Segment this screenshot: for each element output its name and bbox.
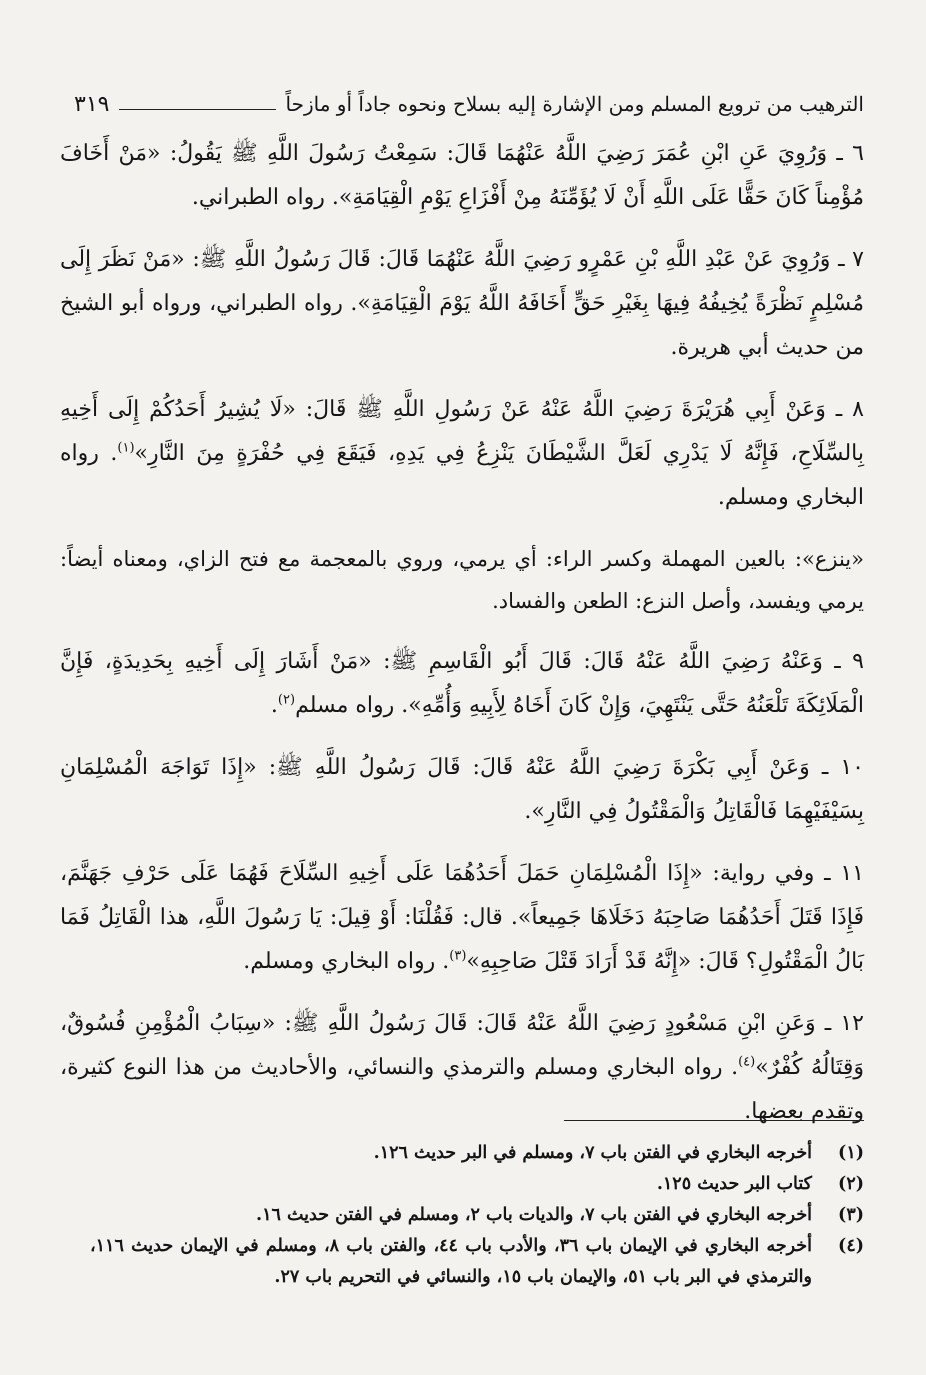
hadith-12	[60, 1002, 864, 1134]
hadith-9	[60, 640, 864, 728]
footnote-ref: (٢)	[277, 692, 296, 708]
hadith-7	[60, 238, 864, 370]
footnote-number: (٣)	[838, 1205, 864, 1225]
hadith-8	[60, 388, 864, 520]
footnote-text: أخرجه البخاري في الفتن باب ٧، ومسلم في البر حديث ١٢٦.	[373, 1143, 812, 1163]
header-title: الترهيب من ترويع المسلم ومن الإشارة إليه بسلاح ونحوه جاداً أو مازحاً	[285, 92, 864, 116]
hadith-source: .	[270, 693, 278, 718]
footnote-number: (١)	[838, 1143, 864, 1163]
footnote-number: (٢)	[838, 1174, 864, 1194]
footnote-ref: (٣)	[449, 948, 467, 964]
hadith-text: ٦ ـ وَرُوِيَ عَنِ ابْنِ عُمَرَ رَضِيَ اللَّهُ عَنْهُمَا قَالَ: سَمِعْتُ رَسُولَ اللَّهِ ﷺ يَقُولُ: «مَنْ أَخَافَ مُؤْمِناً كَانَ حَقًّا عَلَى اللَّهِ أَنْ لَا يُؤَمِّنَهُ مِنْ أَفْزَاعِ يَوْمِ الْقِيَامَةِ». رواه الطبراني.	[60, 141, 864, 210]
note-text: «ينزع»: بالعين المهملة وكسر الراء: أي يرمي، وروي بالمعجمة مع فتح الزاي، ومعناه أيضاً: يرمي ويفسد، وأصل النزع: الطعن والفساد.	[60, 547, 864, 613]
hadith-text: ١١ ـ وفي رواية: «إِذَا الْمُسْلِمَانِ حَمَلَ أَحَدُهُمَا عَلَى أَخِيهِ السِّلَاحَ فَهُمَا عَلَى حَرْفِ جَهَنَّمَ، فَإِذَا قَتَلَ أَحَدُهُمَا صَاحِبَهُ دَخَلَاهَا جَمِيعاً». قال: فَقُلْنَا: أَوْ قِيلَ: يَا رَسُولَ اللَّهِ، هذا الْقَاتِلُ فَمَا بَالُ الْمَقْتُولِ؟ قَالَ: «إِنَّهُ قَدْ أَرَادَ قَتْلَ صَاحِبِهِ»	[60, 861, 864, 974]
footnote-4	[90, 1231, 864, 1293]
footnote-1	[90, 1138, 864, 1169]
hadith-source: . رواه البخاري ومسلم والترمذي والنسائي، والأحاديث من هذا النوع كثيرة، وتقدم بعضها.	[60, 1055, 864, 1124]
hadith-text: ٩ ـ وَعَنْهُ رَضِيَ اللَّهُ عَنْهُ قَالَ: قَالَ أَبُو الْقَاسِمِ ﷺ: «مَنْ أَشَارَ إِلَى أَخِيهِ بِحَدِيدَةٍ، فَإِنَّ الْمَلَائِكَةَ تَلْعَنُهُ حَتَّى يَنْتَهِيَ، وَإِنْ كَانَ أَخَاهُ لِأَبِيهِ وَأُمِّهِ». رواه مسلم	[60, 649, 864, 718]
footnote-text: كتاب البر حديث ١٢٥.	[656, 1174, 812, 1194]
hadith-source: . رواه البخاري ومسلم.	[60, 441, 864, 510]
footnote-2	[90, 1169, 864, 1200]
hadith-source: . رواه البخاري ومسلم.	[243, 949, 450, 974]
main-text	[60, 132, 864, 1134]
footnote-text: أخرجه البخاري في الإيمان باب ٣٦، والأدب باب ٤٤، والفتن باب ٨، ومسلم في الإيمان حديث ١١٦، والترمذي في البر باب ٥١، والإيمان باب ١٥، والنسائي في التحريم باب ٢٧.	[90, 1236, 812, 1287]
footnotes	[90, 1138, 864, 1293]
footnote-separator	[564, 1120, 864, 1121]
page-number: ٣١٩	[74, 91, 110, 117]
hadith-text: ٨ ـ وَعَنْ أَبِي هُرَيْرَةَ رَضِيَ اللَّهُ عَنْهُ عَنْ رَسُولِ اللَّهِ ﷺ قَالَ: «لَا يُشِيرُ أَحَدُكُمْ إِلَى أَخِيهِ بِالسِّلَاحِ، فَإِنَّهُ لَا يَدْرِي لَعَلَّ الشَّيْطَانَ يَنْزِعُ فِي يَدِهِ، فَيَقَعَ فِي حُفْرَةٍ مِنَ النَّارِ»	[60, 397, 864, 466]
hadith-6	[60, 132, 864, 220]
explanatory-note	[60, 538, 864, 622]
hadith-10	[60, 746, 864, 834]
hadith-text: ٧ ـ وَرُوِيَ عَنْ عَبْدِ اللَّهِ بْنِ عَمْرٍو رَضِيَ اللَّهُ عَنْهُمَا قَالَ: قَالَ رَسُولُ اللَّهِ ﷺ: «مَنْ نَظَرَ إِلَى مُسْلِمٍ نَظْرَةً يُخِيفُهُ فِيهَا بِغَيْرِ حَقٍّ أَخَافَهُ اللَّهُ يَوْمَ الْقِيَامَةِ». رواه الطبراني، ورواه أبو الشيخ من حديث أبي هريرة.	[60, 247, 864, 360]
hadith-text: ١٢ ـ وَعَنِ ابْنِ مَسْعُودٍ رَضِيَ اللَّهُ عَنْهُ قَالَ: قَالَ رَسُولُ اللَّهِ ﷺ: «سِبَابُ الْمُؤْمِنِ فُسُوقٌ، وَقِتَالُهُ كُفْرٌ»	[60, 1011, 864, 1080]
footnote-number: (٤)	[838, 1236, 864, 1256]
footnote-ref: (٤)	[738, 1054, 756, 1070]
footnote-ref: (١)	[117, 440, 135, 456]
footnote-3	[90, 1200, 864, 1231]
header-rule	[119, 109, 275, 110]
running-header	[74, 86, 864, 122]
hadith-11	[60, 852, 864, 984]
hadith-text: ١٠ ـ وَعَنْ أَبِي بَكْرَةَ رَضِيَ اللَّهُ عَنْهُ قَالَ: قَالَ رَسُولُ اللَّهِ ﷺ: «إِذَا تَوَاجَهَ الْمُسْلِمَانِ بِسَيْفَيْهِمَا فَالْقَاتِلُ وَالْمَقْتُولُ فِي النَّارِ».	[60, 755, 864, 824]
footnote-text: أخرجه البخاري في الفتن باب ٧، والديات باب ٢، ومسلم في الفتن حديث ١٦.	[255, 1205, 812, 1225]
